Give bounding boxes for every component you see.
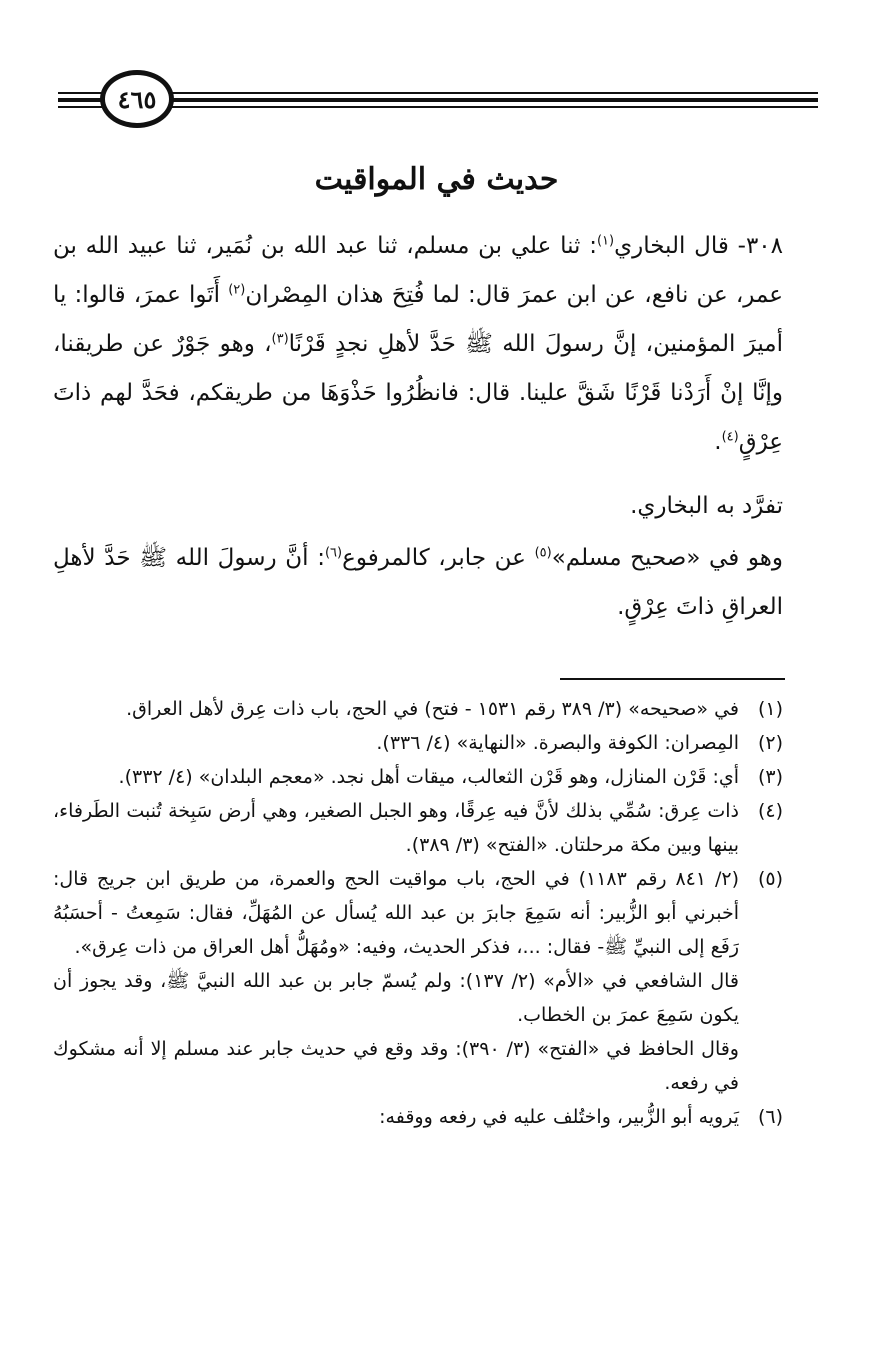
hadith-text: ٣٠٨- قال البخاري <box>614 233 783 259</box>
footnote-text: يَرويه أبو الزُّبير، واختُلف عليه في رفعه ووقفه: <box>379 1106 739 1128</box>
footnote-1 <box>53 692 783 726</box>
footnote-text: أي: قَرْن المنازل، وهو قَرْن الثعالب، ميقات أهل نجد. «معجم البلدان» (٤/ ٣٣٢). <box>118 766 739 788</box>
muslim-paragraph <box>53 534 783 632</box>
footnote-ref: (٢) <box>228 282 246 298</box>
hadith-text: أَتَوا عمرَ، قالوا: يا أميرَ المؤمنين، إنَّ رسولَ الله ﷺ حَدَّ لأهلِ نجدٍ قَرْنًا <box>53 282 783 357</box>
hadith-text: . <box>714 429 722 455</box>
footnote-number: (٦) <box>757 1106 783 1128</box>
footnote-ref: (١) <box>596 233 615 249</box>
footnote-ref: (٦) <box>324 545 343 561</box>
paragraph-text: عن جابر، كالمرفوع <box>342 545 535 571</box>
hadith-text: ، وهو جَوْرٌ عن طريقنا، وإنَّا إنْ أَرَدْنا قَرْنًا شَقَّ علينا. قال: فانظُرُوا حَذْوَهَا من طريقكم، فحَدَّ لهم ذاتَ عِرْقٍ <box>53 331 783 455</box>
footnote-separator <box>560 678 785 680</box>
footnote-text: (٢/ ٨٤١ رقم ١١٨٣) في الحج، باب مواقيت الحج والعمرة، من طريق ابن جريج قال: أخبرني أبو الزُّبير: أنه سَمِعَ جابرَ بن عبد الله يُسأل عن المُهَلِّ، فقال: سَمِعتُ - أحسَبُهُ رَفَع إلى النبيِّ ﷺ- فقال: ...، فذكر الحديث، وفيه: «ومُهَلُّ أهل العراق من ذات عِرق». <box>53 868 739 958</box>
footnote-ref: (٥) <box>534 545 552 561</box>
footnote-4 <box>53 794 783 862</box>
footnote-number: (٤) <box>757 800 783 822</box>
footnote-number: (١) <box>757 698 783 720</box>
footnotes <box>53 692 783 1134</box>
footnote-number: (٥) <box>757 868 783 890</box>
footnote-5-continuation: وقال الحافظ في «الفتح» (٣/ ٣٩٠): وقد وقع في حديث جابر عند مسلم إلا أنه مشكوك في رفعه. <box>53 1038 739 1094</box>
footnote-6 <box>53 1100 783 1134</box>
footnote-2 <box>53 726 783 760</box>
footnote-text: المِصران: الكوفة والبصرة. «النهاية» (٤/ ٣٣٦). <box>376 732 739 754</box>
footnote-3 <box>53 760 783 794</box>
page-number: ٤٦٥ <box>100 70 174 128</box>
footnote-5-continuation: قال الشافعي في «الأم» (٢/ ١٣٧): ولم يُسمّ جابر بن عبد الله النبيَّ ﷺ، وقد يجوز أن يكون سَمِعَ عمرَ بن الخطاب. <box>53 970 739 1026</box>
page-header <box>58 70 818 130</box>
footnote-number: (٢) <box>757 732 783 754</box>
footnote-number: (٣) <box>757 766 783 788</box>
footnote-text: ذات عِرق: سُمِّي بذلك لأنَّ فيه عِرقًا، وهو الجبل الصغير، وهي أرض سَبِخة تُنبت الطَرفاء، بينها وبين مكة مرحلتان. «الفتح» (٣/ ٣٨٩). <box>53 800 739 856</box>
footnote-text: في «صحيحه» (٣/ ٣٨٩ رقم ١٥٣١ - فتح) في الحج، باب ذات عِرق لأهل العراق. <box>126 698 739 720</box>
section-title: حديث في المواقيت <box>314 162 559 197</box>
hadith-paragraph <box>53 222 783 467</box>
hadith-text: : ثنا علي بن مسلم، ثنا عبد الله بن نُمَير، ثنا عبيد الله بن عمر، عن نافع، عن ابن عمرَ قال: لما فُتِحَ هذان المِصْران <box>53 233 783 308</box>
narration-note: تفرَّد به البخاري. <box>630 493 783 519</box>
footnote-ref: (٤) <box>721 429 739 445</box>
paragraph-text: : أنَّ رسولَ الله ﷺ حَدَّ لأهلِ العراقِ ذاتَ عِرْقٍ. <box>53 545 783 620</box>
footnote-5 <box>53 862 783 964</box>
footnote-ref: (٣) <box>271 331 289 347</box>
paragraph-text: وهو في «صحيح مسلم» <box>551 545 783 571</box>
